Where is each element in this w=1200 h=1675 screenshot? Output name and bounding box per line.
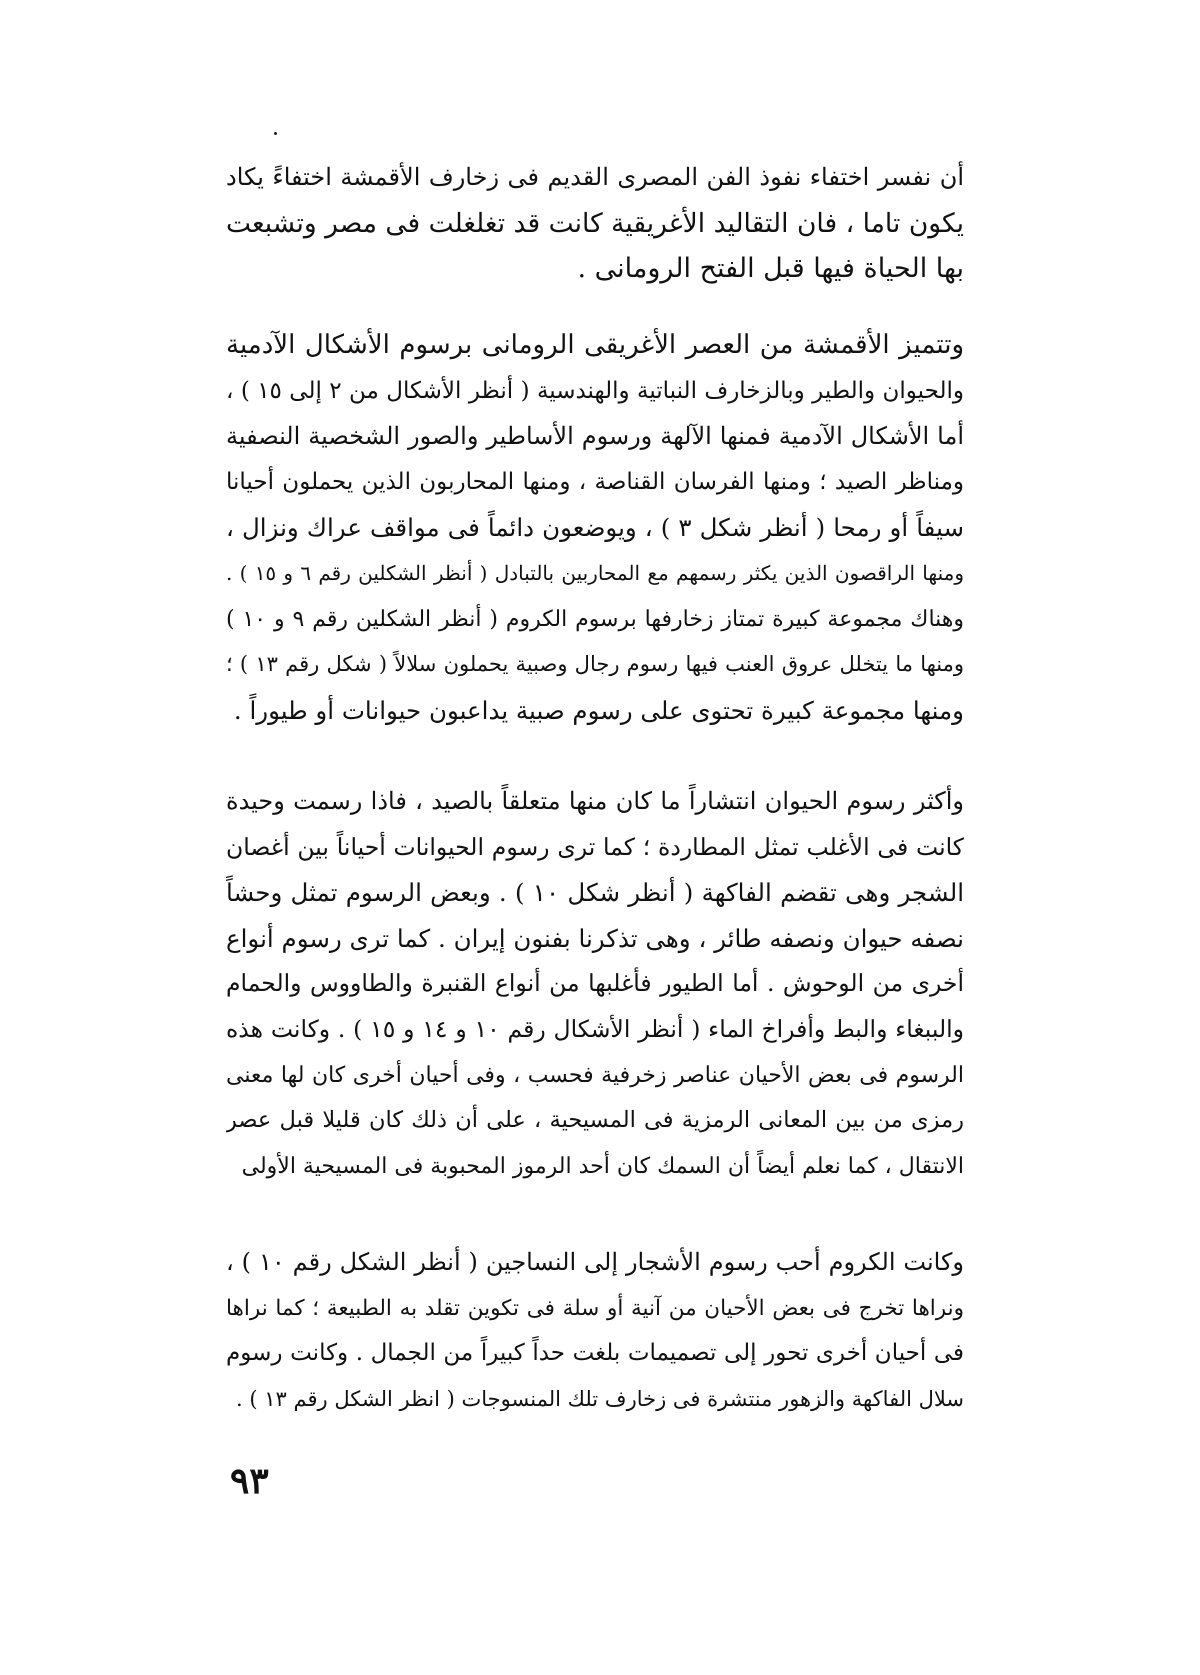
text-line: كانت فى الأغلب تمثل المطاردة ؛ كما ترى رسوم الحيوانات أحياناً بين أغصان [226,832,964,861]
paragraph-3 [226,779,964,1189]
text-line: والحيوان والطير وبالزخارف النباتية والهندسية ( أنظر الأشكال من ٢ إلى ١٥ ) ، [226,377,964,404]
text-line: ومناظر الصيد ؛ ومنها الفرسان القناصة ، ومنها المحاربون الذين يحملون أحيانا [226,468,964,495]
paragraph-4 [226,1240,964,1422]
text-line: سيفاً أو رمحا ( أنظر شكل ٣ ) ، ويوضعون دائماً فى مواقف عراك ونزال ، [226,513,964,543]
text-line: ومنها الراقصون الذين يكثر رسمهم مع المحاربين بالتبادل ( أنظر الشكلين رقم ٦ و ١٥ ) . [226,560,964,585]
text-line: وأكثر رسوم الحيوان انتشاراً ما كان منها متعلقاً بالصيد ، فاذا رسمت وحيدة [226,787,964,815]
text-line: الرسوم فى بعض الأحيان عناصر زخرفية فحسب ، وفى أحيان أخرى كان لها معنى [226,1062,964,1088]
text-line: ونراها تخرج فى بعض الأحيان من آنية أو سلة فى تكوين تقلد به الطبيعة ؛ كما نراها [226,1295,964,1321]
text-line: رمزى من بين المعانى الرمزية فى المسيحية ، على أن ذلك كان قليلا قبل عصر [226,1107,964,1134]
text-line: سلال الفاكهة والزهور منتشرة فى زخارف تلك المنسوجات ( انظر الشكل رقم ١٣ ) . [236,1386,964,1411]
text-line: يكون تاما ، فان التقاليد الأغريقية كانت قد تغلغلت فى مصر وتشبعت [226,207,964,239]
print-speck [274,132,277,135]
text-line: فى أحيان أخرى تحور إلى تصميمات بلغت حداً كبيراً من الجمال . وكانت رسوم [226,1340,964,1367]
text-line: والببغاء والبط وأفراخ الماء ( أنظر الأشكال رقم ١٠ و ١٤ و ١٥ ) . وكانت هذه [226,1014,964,1043]
paragraph-1 [226,155,964,292]
text-line: أن نفسر اختفاء نفوذ الفن المصرى القديم فى زخارف الأقمشة اختفاءً يكاد [226,163,964,191]
text-line: وتتميز الأقمشة من العصر الأغريقى الرومانى برسوم الأشكال الآدمية [226,330,964,360]
text-line: الشجر وهى تقضم الفاكهة ( أنظر شكل ١٠ ) . وبعض الرسوم تمثل وحشاً [226,878,964,908]
text-line: أما الأشكال الآدمية فمنها الآلهة ورسوم الأساطير والصور الشخصية النصفية [226,422,964,451]
text-line: وهناك مجموعة كبيرة تمتاز زخارفها برسوم الكروم ( أنظر الشكلين رقم ٩ و ١٠ ) [226,606,964,632]
text-line: الانتقال ، كما نعلم أيضاً أن السمك كان أحد الرموز المحبوبة فى المسيحية الأولى [241,1153,964,1179]
text-line: ومنها مجموعة كبيرة تحتوى على رسوم صبية يداعبون حيوانات أو طيوراً . [233,695,964,725]
text-line: بها الحياة فيها قبل الفتح الرومانى . [577,253,964,285]
text-line: أخرى من الوحوش . أما الطيور فأغلبها من أنواع القنبرة والطاووس والحمام [226,969,964,998]
paragraph-2 [226,323,964,733]
text-line: نصفه حيوان ونصفه طائر ، وهى تذكرنا بفنون إيران . كما ترى رسوم أنواع [226,923,964,953]
page-number: ٩٣ [230,1460,269,1502]
text-line: ومنها ما يتخلل عروق العنب فيها رسوم رجال وصبية يحملون سلالاً ( شكل رقم ١٣ ) ؛ [226,652,964,677]
text-line: وكانت الكروم أحب رسوم الأشجار إلى النساجين ( أنظر الشكل رقم ١٠ ) ، [226,1248,964,1276]
